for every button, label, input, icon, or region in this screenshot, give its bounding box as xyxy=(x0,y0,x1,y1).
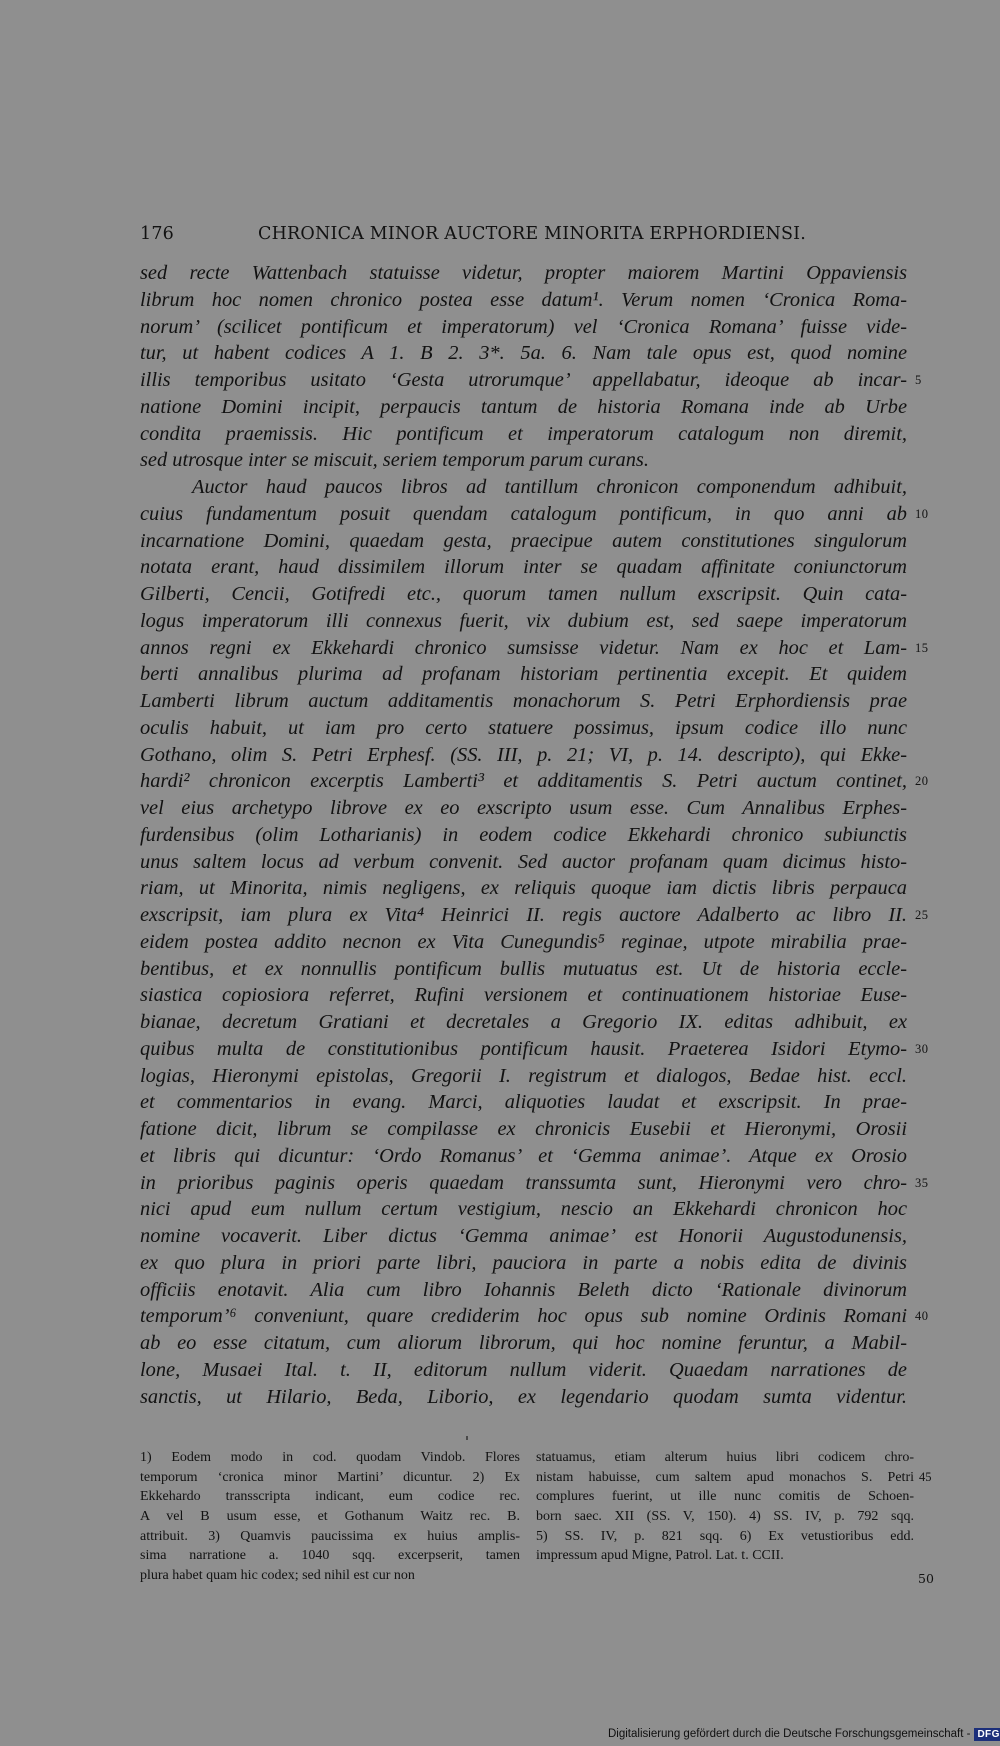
running-title: CHRONICA MINOR AUCTORE MINORITA ERPHORDIENSI. xyxy=(258,224,807,244)
body-line-text: officiis enotavit. Alia cum libro Iohannis Beleth dicto ‘Rationale divinorum xyxy=(140,1278,907,1301)
line-number: 25 xyxy=(915,908,929,922)
footnote-line-text: nistam habuisse, cum saltem apud monachos S. Petri xyxy=(536,1469,914,1485)
body-line xyxy=(140,1196,907,1223)
body-line xyxy=(140,581,907,608)
body-line-text: sed recte Wattenbach statuisse videtur, propter maiorem Martini Oppaviensis xyxy=(140,262,907,284)
page-number: 176 xyxy=(140,224,175,244)
footnote-line xyxy=(140,1448,520,1468)
line-number: 40 xyxy=(915,1309,929,1324)
body-text xyxy=(140,260,929,1410)
body-line xyxy=(140,982,907,1009)
footnote-line-text: attribuit. 3) Quamvis paucissima ex huius amplis- xyxy=(140,1528,520,1544)
body-line xyxy=(140,260,907,287)
body-line xyxy=(140,501,929,528)
body-line-text: exscripsit, iam plura ex Vita⁴ Heinrici II. regis auctore Adalberto ac libro II. xyxy=(140,904,907,926)
body-line xyxy=(140,1170,929,1197)
body-line-text: siastica copiosiora referret, Rufini versionem et continuationem historiae Euse- xyxy=(140,984,907,1007)
body-line-text: bentibus, et ex nonnullis pontificum bullis mutuatus est. Ut de historia eccle- xyxy=(140,957,907,980)
footnote-line-text: Ekkehardo transscripta indicant, eum codice rec. xyxy=(140,1489,520,1505)
body-line xyxy=(140,875,907,902)
footnote-line-text: complures fuerint, ut ille nunc comitis de Schoen- xyxy=(536,1489,914,1505)
body-line xyxy=(140,1384,907,1411)
body-line xyxy=(140,768,929,795)
footnote-line-text: sima narratione a. 1040 sqq. excerpserit, tamen xyxy=(140,1548,520,1564)
body-line-text: notata erant, haud dissimilem illorum inter se quadam affinitate coniunctorum xyxy=(140,556,907,579)
line-number: 15 xyxy=(915,640,929,655)
body-line-text: norum’ (scilicet pontificum et imperatorum) vel ‘Cronica Romana’ fuisse vide- xyxy=(140,315,907,338)
body-line-text: nici apud eum nullum certum vestigium, nescio an Ekkehardi chronicon hoc xyxy=(140,1198,907,1221)
footnote-line-text: statuamus, etiam alterum huius libri codicem chro- xyxy=(536,1450,914,1465)
body-line-text: in prioribus paginis operis quaedam transsumta sunt, Hieronymi vero chro- xyxy=(140,1171,907,1194)
body-line xyxy=(140,528,907,555)
body-line xyxy=(140,902,929,929)
body-line-text: cuius fundamentum posuit quendam catalogum pontificum, in quo anni ab xyxy=(140,502,907,525)
body-line xyxy=(140,474,907,501)
footnote-line xyxy=(536,1448,914,1468)
line-number: 30 xyxy=(915,1041,929,1056)
body-line xyxy=(140,795,907,822)
footnote-line-text: A vel B usum esse, et Gothanum Waitz rec. B. xyxy=(140,1509,520,1525)
body-line-text: natione Domini incipit, perpaucis tantum de historia Romana inde ab Urbe xyxy=(140,395,907,418)
line-number: 35 xyxy=(915,1175,929,1190)
line-number: 20 xyxy=(915,774,929,789)
body-line-text: sanctis, ut Hilario, Beda, Liborio, ex legendario quodam sumta videntur. xyxy=(140,1385,907,1408)
footnote-line-text: impressum apud Migne, Patrol. Lat. t. CCII. xyxy=(536,1548,784,1564)
line-number: 45 xyxy=(919,1469,932,1484)
body-line-text: berti annalibus plurima ad profanam historiam pertinentia excepit. Et quidem xyxy=(140,663,907,686)
body-line-text: et libris qui dicuntur: ‘Ordo Romanus’ et ‘Gemma animae’. Atque ex Orosio xyxy=(140,1144,907,1167)
body-line xyxy=(140,1063,907,1090)
body-line-text: Lamberti librum auctum additamentis monachorum S. Petri Erphordiensis prae xyxy=(140,690,907,712)
line-number: 5 xyxy=(915,373,922,387)
digitization-credit xyxy=(608,1726,1000,1742)
footnote-divider xyxy=(466,1436,468,1440)
footnote-line xyxy=(140,1507,520,1527)
body-line xyxy=(140,742,907,769)
body-line xyxy=(140,849,907,876)
footnote-line xyxy=(140,1546,520,1566)
body-line xyxy=(140,1277,907,1304)
body-line-text: ab eo esse citatum, cum aliorum librorum, qui hoc nomine feruntur, a Mabil- xyxy=(140,1332,907,1354)
footnote-line-text: plura habet quam hic codex; sed nihil est cur non xyxy=(140,1568,415,1584)
footnote-line xyxy=(536,1507,914,1527)
footnotes-right-column xyxy=(536,1448,932,1566)
body-line xyxy=(140,394,907,421)
body-line xyxy=(140,447,907,474)
body-line-text: temporum’⁶ conveniunt, quare crediderim hoc opus sub nomine Ordinis Romani xyxy=(140,1305,907,1328)
body-line-text: vel eius archetypo librove ex eo exscripto usum esse. Cum Annalibus Erphes- xyxy=(140,797,907,819)
body-line xyxy=(140,421,907,448)
footnote-line xyxy=(140,1527,520,1547)
body-line-text: logias, Hieronymi epistolas, Gregorii I. registrum et dialogos, Bedae hist. eccl. xyxy=(140,1064,907,1087)
footnote-line xyxy=(536,1527,914,1547)
footnote-line-text: 1) Eodem modo in cod. quodam Vindob. Flores xyxy=(140,1450,520,1465)
body-line xyxy=(140,1089,907,1116)
footnote-line xyxy=(536,1487,914,1507)
body-line-text: unus saltem locus ad verbum convenit. Sed auctor profanam quam dicimus histo- xyxy=(140,850,907,873)
body-line xyxy=(140,1357,907,1384)
body-line xyxy=(140,314,907,341)
body-line-text: illis temporibus usitato ‘Gesta utrorumque’ appellabatur, ideoque ab incar- xyxy=(140,369,907,391)
body-line-text: oculis habuit, ut iam pro certo statuere possimus, ipsum codice illo nunc xyxy=(140,716,907,739)
body-line-text: quibus multa de constitutionibus pontificum hausit. Praeterea Isidori Etymo- xyxy=(140,1037,907,1060)
footnotes-left-column xyxy=(140,1448,520,1586)
body-line xyxy=(140,1250,907,1277)
body-line xyxy=(140,340,907,367)
body-line-text: riam, ut Minorita, nimis negligens, ex reliquis quoque iam dictis libris perpauca xyxy=(140,877,907,900)
footnote-line xyxy=(140,1566,520,1586)
body-line xyxy=(140,1303,929,1330)
footnote-line xyxy=(536,1546,914,1566)
body-line xyxy=(140,608,907,635)
body-line xyxy=(140,554,907,581)
footnote-line xyxy=(140,1487,520,1507)
line-number: 50 xyxy=(918,1571,934,1586)
body-line xyxy=(140,1223,907,1250)
body-line xyxy=(140,1009,907,1036)
body-line xyxy=(140,956,907,983)
body-line-text: condita praemissis. Hic pontificum et imperatorum catalogum non diremit, xyxy=(140,422,907,445)
body-line-text: librum hoc nomen chronico postea esse datum¹. Verum nomen ‘Cronica Roma- xyxy=(140,288,907,311)
body-line-text: nomine vocaverit. Liber dictus ‘Gemma animae’ est Honorii Augustodunensis, xyxy=(140,1225,907,1247)
body-line-text: ex quo plura in priori parte libri, pauciora in parte a nobis edita de divinis xyxy=(140,1251,907,1274)
body-line xyxy=(140,715,907,742)
body-line-text: eidem postea addito necnon ex Vita Cunegundis⁵ reginae, utpote mirabilia prae- xyxy=(140,930,907,953)
footnote-line xyxy=(140,1468,520,1488)
credit-caption: Digitalisierung gefördert durch die Deutsche Forschungsgemeinschaft - xyxy=(608,1728,971,1740)
body-line xyxy=(140,367,922,394)
body-line xyxy=(140,661,907,688)
body-line-text: hardi² chronicon excerptis Lamberti³ et additamentis S. Petri auctum continet, xyxy=(140,770,907,793)
body-line xyxy=(140,688,907,715)
footnote-line-text: born saec. XII (SS. V, 150). 4) SS. IV, p. 792 sqq. xyxy=(536,1509,914,1525)
footnote-line xyxy=(536,1468,932,1488)
footnote-line-text: temporum ‘cronica minor Martini’ dicuntur. 2) Ex xyxy=(140,1469,520,1485)
body-line-text: et commentarios in evang. Marci, aliquoties laudat et exscripsit. In prae- xyxy=(140,1091,907,1114)
body-line xyxy=(140,1116,907,1143)
body-line-text: Gilberti, Cencii, Gotifredi etc., quorum tamen nullum exscripsit. Quin cata- xyxy=(140,583,907,605)
body-line-text: incarnatione Domini, quaedam gesta, praecipue autem constitutiones singulorum xyxy=(140,529,907,552)
body-line-text: bianae, decretum Gratiani et decretales a Gregorio IX. editas adhibuit, ex xyxy=(140,1011,907,1033)
body-line xyxy=(140,929,907,956)
body-line xyxy=(140,1036,929,1063)
body-line xyxy=(140,287,907,314)
footnote-line-text: 5) SS. IV, p. 821 sqq. 6) Ex vetustioribus edd. xyxy=(536,1528,914,1544)
body-line xyxy=(140,635,929,662)
body-line-text: fatione dicit, librum se compilasse ex chronicis Eusebii et Hieronymi, Orosii xyxy=(140,1118,907,1140)
body-line xyxy=(140,822,907,849)
body-line-text: Auctor haud paucos libros ad tantillum chronicon componendum adhibuit, xyxy=(192,476,907,498)
dfg-logo-icon: DFG xyxy=(974,1728,1000,1741)
body-line xyxy=(140,1330,907,1357)
body-line-text: lone, Musaei Ital. t. II, editorum nullum viderit. Quaedam narrationes de xyxy=(140,1358,907,1381)
body-line-text: furdensibus (olim Lotharianis) in eodem codice Ekkehardi chronico subiunctis xyxy=(140,823,907,846)
body-line-text: logus imperatorum illi connexus fuerit, vix dubium est, sed saepe imperatorum xyxy=(140,609,907,632)
body-line-text: sed utrosque inter se miscuit, seriem temporum parum curans. xyxy=(140,449,649,472)
body-line xyxy=(140,1143,907,1170)
line-number: 10 xyxy=(915,506,929,521)
body-line-text: tur, ut habent codices A 1. B 2. 3*. 5a. 6. Nam tale opus est, quod nomine xyxy=(140,342,907,365)
body-line-text: Gothano, olim S. Petri Erphesf. (SS. III, p. 21; VI, p. 14. descripto), qui Ekke- xyxy=(140,743,907,766)
body-line-text: annos regni ex Ekkehardi chronico sumsisse videtur. Nam ex hoc et Lam- xyxy=(140,636,907,659)
